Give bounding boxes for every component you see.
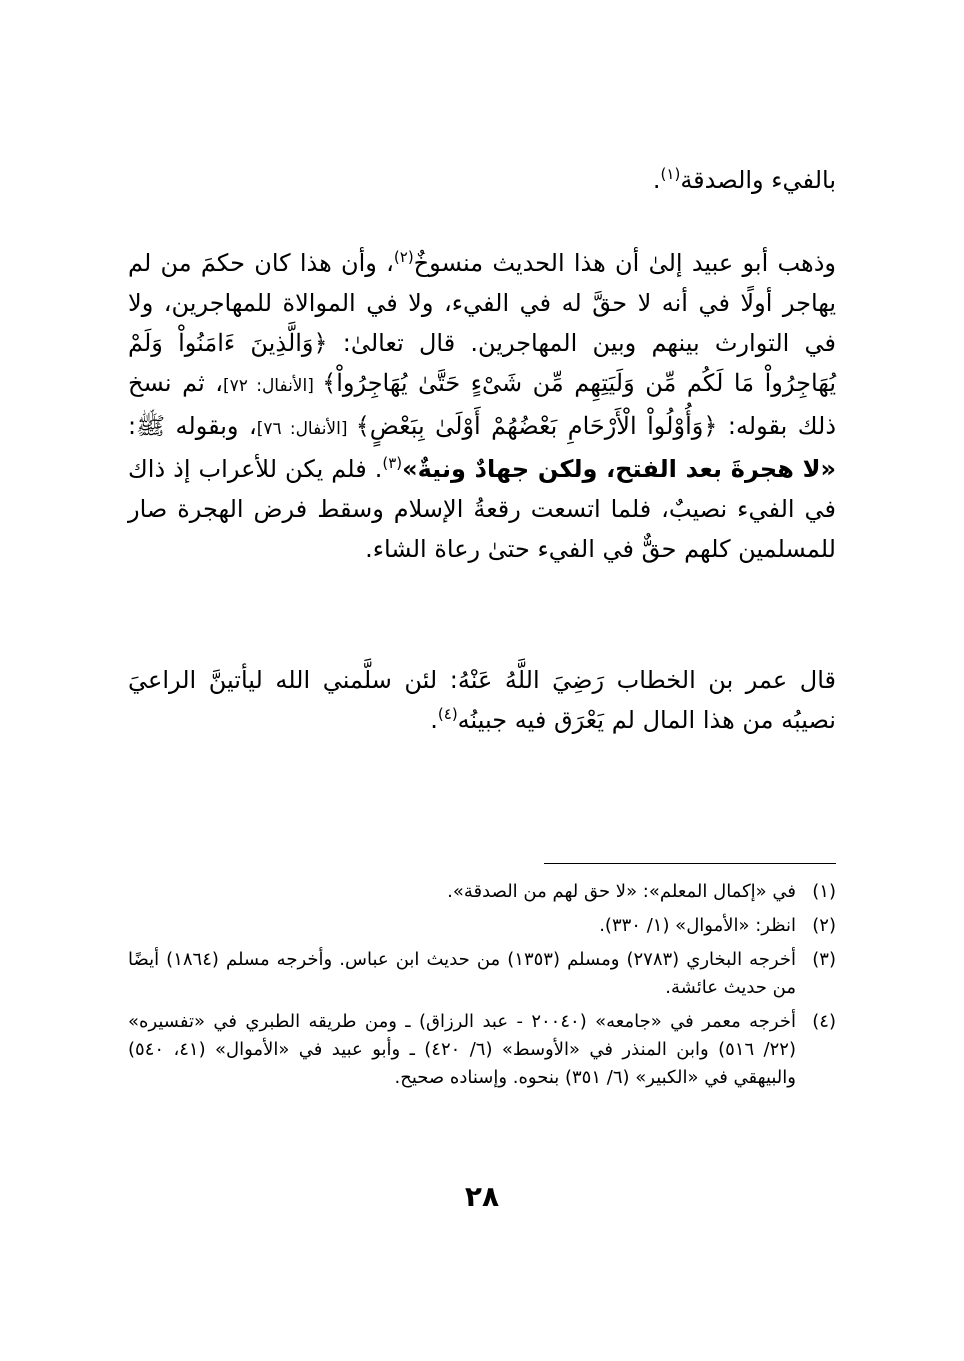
footnote-ref-2[interactable]: (٢) <box>393 248 414 266</box>
footnote-ref-3[interactable]: (٣) <box>382 454 403 472</box>
paragraph-2 <box>128 243 836 569</box>
p2-sentence-2: ، وأن هذا كان حكمَ من لم يهاجر أولًا في أنه لا حقَّ له في الفيء، ولا في الموالاة للمهاجرين، ولا في التوارث بينهم وبين المهاجرين. قال تعالىٰ: <box>128 249 836 357</box>
quran-verse-2: ﴿وَأُوْلُواْ الْأَرْحَامِ بَعْضُهُمْ أَوْلَىٰ بِبَعْضٍ﴾ <box>355 412 718 440</box>
footnote-number: (٣) <box>812 949 836 970</box>
hadith-quote: «لا هجرةَ بعد الفتح، ولكن جهادٌ ونيةٌ» <box>402 455 836 483</box>
verse-reference-1: [الأنفال: ٧٢] <box>223 376 323 396</box>
footnote-number: (١) <box>812 881 836 902</box>
quran-verse-1: ﴿وَالَّذِينَ ءَامَنُواْ وَلَمْ يُهَاجِرُواْ مَا لَكُم مِّن وَلَيَتِهِم مِّن شَىْءٍ حَتَّىٰ يُهَاجِرُواْ﴾ <box>128 329 836 397</box>
footnote-3 <box>128 946 836 1002</box>
p1-text: بالفيء والصدقة <box>680 166 836 194</box>
p1-end: . <box>652 166 661 194</box>
footnote-text: أخرجه معمر في «جامعه» (٢٠٠٤٠ - عبد الرزاق) ـ ومن طريقه الطبري في «تفسيره» (٢٢/ ٥١٦) وابن المنذر في «الأوسط» (٦/ ٤٢٠) ـ وأبو عبيد في «الأموال» (٤١، ٥٤٠) والبيهقي في «الكبير» (٦/ ٣٥١) بنحوه. وإسناده صحيح. <box>128 1011 796 1088</box>
verse-reference-2: [الأنفال: ٧٦] <box>256 419 356 439</box>
p2-sentence-5: . فلم يكن للأعراب إذ ذاك في الفيء نصيبٌ، فلما اتسعت رقعةُ الإسلام وسقط فرض الهجرة صار للمسلمين كلهم حقٌّ في الفيء حتىٰ رعاة الشاء. <box>128 455 836 563</box>
footnotes <box>128 878 836 1098</box>
footnote-text: في «إكمال المعلم»: «لا حق لهم من الصدقة». <box>447 881 796 902</box>
footnote-ref-1[interactable]: (١) <box>660 165 681 183</box>
footnote-text: انظر: «الأموال» (١/ ٣٣٠). <box>599 915 796 936</box>
footnote-4 <box>128 1008 836 1092</box>
footnote-ref-4[interactable]: (٤) <box>437 705 458 723</box>
p2-sentence-3: ، ثم نسخ ذلك بقوله: <box>128 369 837 440</box>
p3-sentence-1: قال عمر بن الخطاب رَضِيَ اللَّهُ عَنْهُ: لئن سلَّمني الله ليأتينَّ الراعيَ نصيبُه من هذا المال لم يَعْرَق فيه جبينُه <box>128 666 836 734</box>
footnote-divider <box>544 863 836 864</box>
footnote-2 <box>128 912 836 940</box>
footnote-text: أخرجه البخاري (٢٧٨٣) ومسلم (١٣٥٣) من حديث ابن عباس. وأخرجه مسلم (١٨٦٤) أيضًا من حديث عائشة. <box>128 949 796 998</box>
page-number: ٢٨ <box>464 1180 500 1213</box>
p3-end: . <box>430 706 438 734</box>
footnote-number: (٢) <box>812 915 836 936</box>
footnote-number: (٤) <box>812 1011 836 1032</box>
p2-sentence-4: ، وبقوله ﷺ: <box>128 412 257 440</box>
p2-sentence-1: وذهب أبو عبيد إلىٰ أن هذا الحديث منسوخٌ <box>413 249 836 277</box>
footnote-1 <box>128 878 836 906</box>
paragraph-3 <box>128 660 836 740</box>
paragraph-1 <box>128 160 836 200</box>
